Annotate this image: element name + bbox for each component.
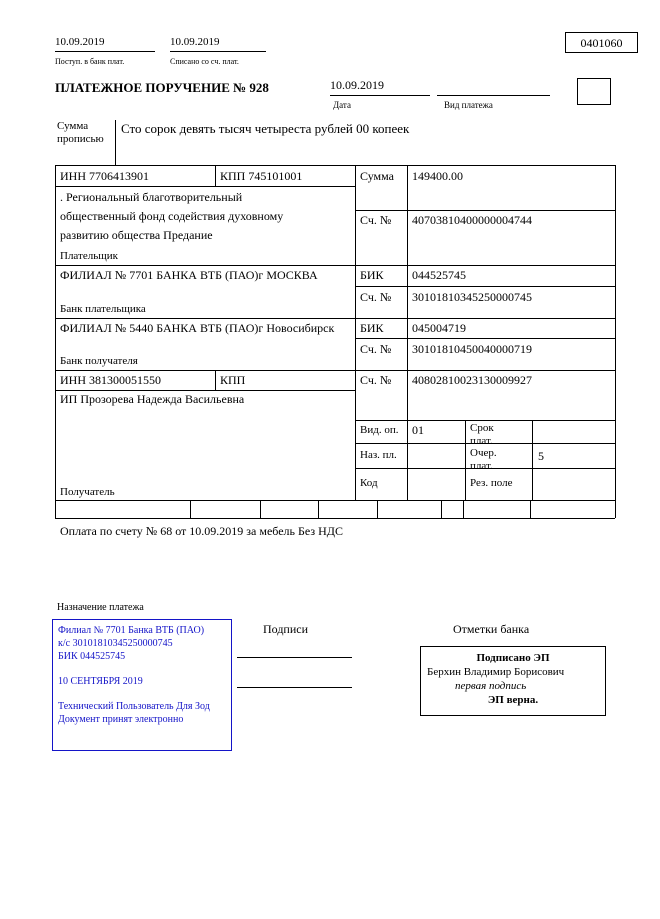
grid-line [441,500,442,518]
payer-bank-section-label: Банк плательщика [60,303,146,315]
payer-bank-name: ФИЛИАЛ № 7701 БАНКА ВТБ (ПАО)г МОСКВА [60,268,318,282]
grid-line [55,318,615,319]
payee-bank-bik-label: БИК [360,321,384,335]
bank-marks-title: Отметки банка [453,622,530,636]
payee-account: 40802810023130009927 [412,373,532,387]
received-in-bank-label: Поступ. в банк плат. [55,57,125,66]
payee-bank-bik: 045004719 [412,321,466,335]
grid-line [190,500,191,518]
payer-inn: ИНН 7706413901 [60,169,149,183]
grid-line [407,165,408,500]
code-label: Код [360,477,378,489]
payer-account: 40703810400000004744 [412,213,532,227]
grid-line [318,500,319,518]
grid-line [615,165,616,518]
payee-bank-account: 30101810450040000719 [412,342,532,356]
payee-inn: ИНН 381300051550 [60,373,161,387]
grid-line [215,165,216,186]
payer-bank-bik-label: БИК [360,268,384,282]
payee-bank-name: ФИЛИАЛ № 5440 БАНКА ВТБ (ПАО)г Новосибирск [60,321,335,335]
form-code-box: 0401060 [565,32,638,53]
payer-bank-bik: 044525745 [412,268,466,282]
grid-line [355,286,615,287]
payee-bank-section-label: Банк получателя [60,355,138,367]
payer-kpp: КПП 745101001 [220,169,303,183]
grid-line [55,500,615,501]
grid-line [377,500,378,518]
signature-line [237,657,352,658]
grid-line [55,265,615,266]
payment-purpose-label: Назначение платежа [57,602,144,613]
grid-line [463,500,464,518]
signatures-title: Подписи [263,622,309,636]
payer-name: . Региональный благотворительный общественный фонд содействия духовному развитию общества Предание [60,190,284,242]
document-date-field: 10.09.2019 [330,78,430,96]
grid-line [355,210,615,211]
grid-line [532,420,533,500]
purpose-code-label: Наз. пл. [360,449,397,461]
stamp-branch: Филиал № 7701 Банка ВТБ (ПАО) [58,625,205,636]
document-title: ПЛАТЕЖНОЕ ПОРУЧЕНИЕ № 928 [55,80,269,95]
esignature-box [420,646,606,716]
grid-line [215,370,216,390]
esign-subtitle: первая подпись [455,680,527,692]
stamp-corr-account: к/с 30101810345250000745 [58,638,173,649]
document-date-label: Дата [333,100,351,110]
stamp-date: 10 СЕНТЯБРЯ 2019 [58,676,143,687]
esign-name: Берхин Владимир Борисович [427,666,565,678]
grid-line [55,370,615,371]
grid-line [530,500,531,518]
payer-section-label: Плательщик [60,250,118,262]
sum-label: Сумма [360,169,394,183]
payment-purpose-text: Оплата по счету № 68 от 10.09.2019 за мебель Без НДС [60,524,343,538]
amount-words-value: Сто сорок девять тысяч четыреста рублей 00 копеек [121,121,410,136]
esign-verified: ЭП верна. [487,694,539,706]
grid-line [355,420,615,421]
stamp-user: Технический Пользователь Для Зод [58,701,210,712]
grid-line [115,120,116,165]
payer-bank-account-label: Сч. № [360,290,392,304]
sum-value: 149400.00 [412,169,463,183]
payment-order-value: 5 [538,449,544,463]
grid-line [355,338,615,339]
grid-line [55,165,615,166]
grid-line [465,420,466,500]
stamp-accepted: Документ принят электронно [58,714,184,725]
reserve-field-label: Рез. поле [470,477,513,489]
stamp-bik: БИК 044525745 [58,651,126,662]
grid-line [55,165,56,518]
bank-stamp [52,619,232,751]
signature-line [237,687,352,688]
payee-section-label: Получатель [60,486,115,498]
status-box [577,78,611,105]
payment-kind-field [437,80,550,96]
received-in-bank-date: 10.09.2019 [55,36,155,52]
grid-line [55,390,355,391]
debited-from-account-date: 10.09.2019 [170,36,266,52]
operation-kind-label: Вид. оп. [360,424,399,436]
debited-from-account-label: Списано со сч. плат. [170,57,239,66]
payment-term-label: Срок плат. [470,422,494,447]
payee-account-label: Сч. № [360,373,392,387]
grid-line [260,500,261,518]
payee-kpp-label: КПП [220,373,246,387]
grid-line [55,518,615,519]
payment-kind-label: Вид платежа [444,100,493,110]
payee-bank-account-label: Сч. № [360,342,392,356]
payer-bank-account: 30101810345250000745 [412,290,532,304]
amount-words-label: Сумма прописью [57,120,104,145]
grid-line [355,165,356,500]
payer-account-label: Сч. № [360,213,392,227]
payment-order-label: Очер. плат. [470,447,497,472]
grid-line [55,186,355,187]
esign-title: Подписано ЭП [476,652,550,664]
operation-kind-value: 01 [412,423,424,437]
payee-name: ИП Прозорева Надежда Васильевна [60,392,245,406]
